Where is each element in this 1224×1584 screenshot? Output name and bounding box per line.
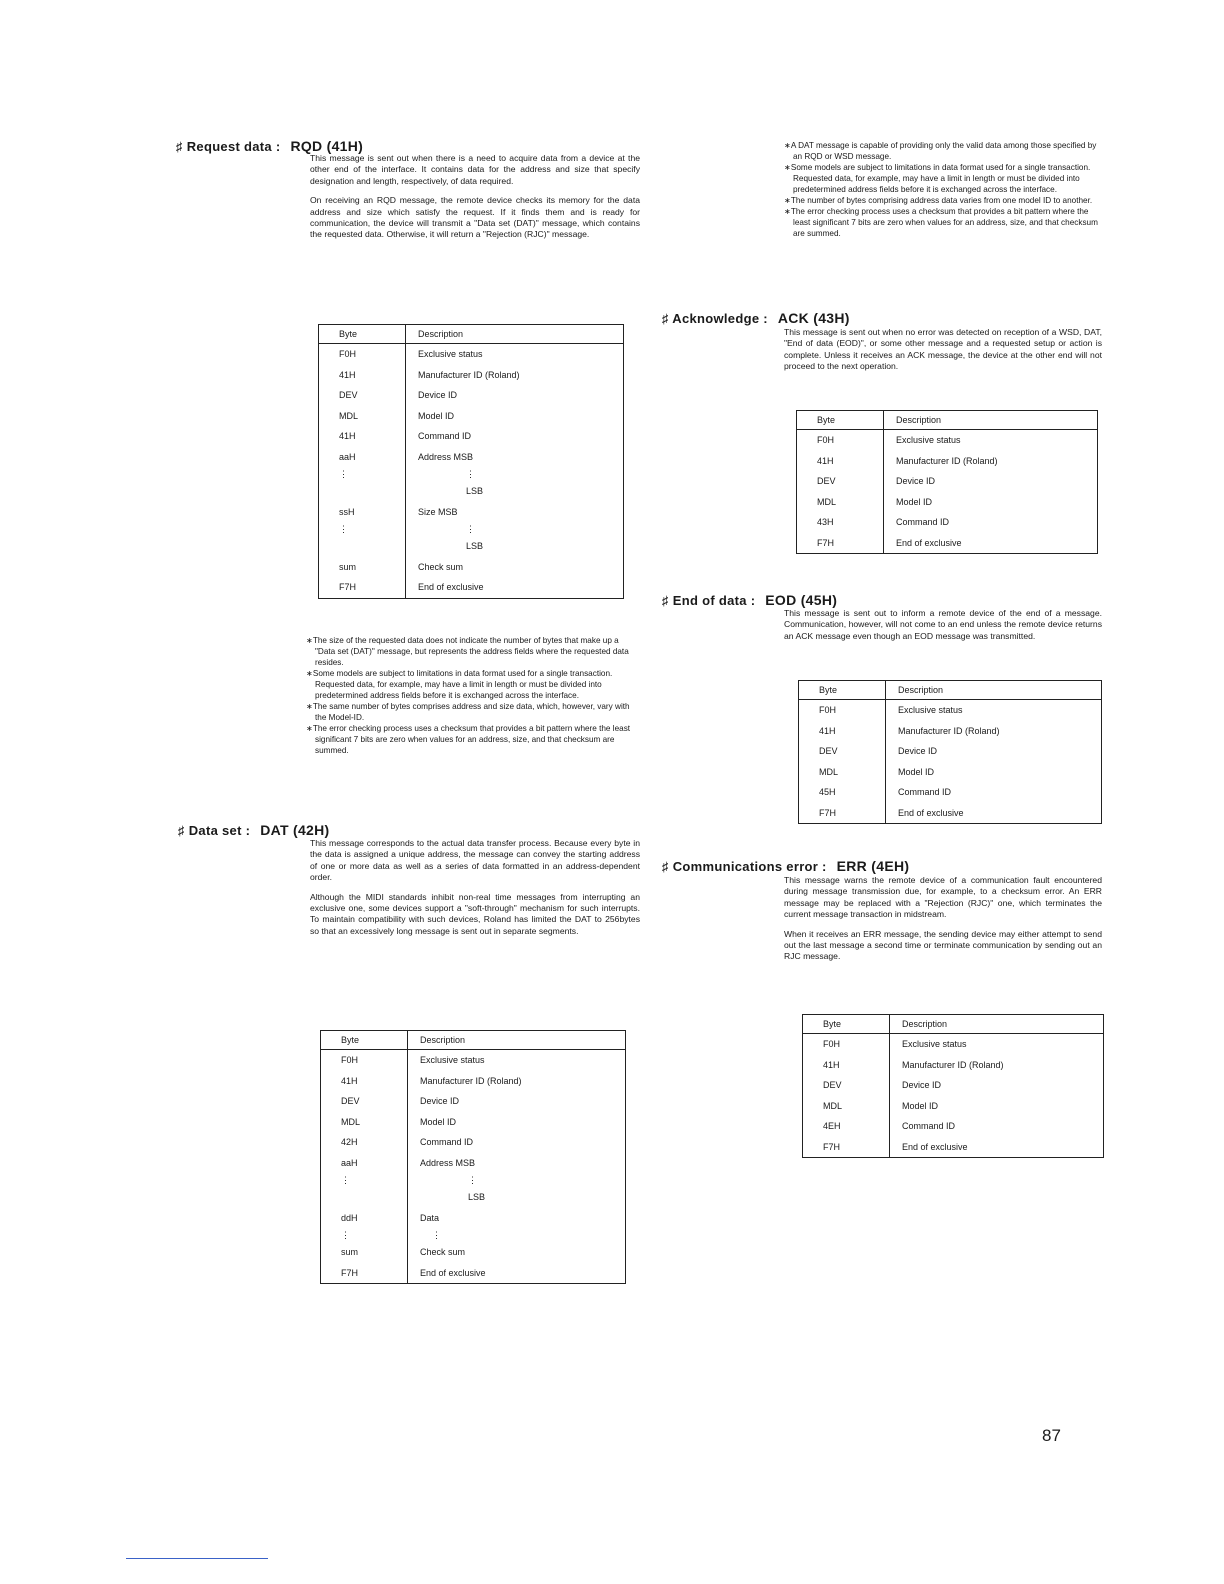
table-row <box>803 1055 1104 1076</box>
table-header-row <box>797 411 1098 430</box>
note-item: ∗The size of the requested data does not indicate the number of bytes that make up a "Data set (DAT)" message, but represents the address fields where the requested data resides. <box>306 636 629 667</box>
table-row <box>799 762 1102 783</box>
page-number: 87 <box>1042 1426 1061 1445</box>
byte-cell: F7H <box>321 1263 408 1284</box>
description-cell: ⋮ <box>466 523 475 534</box>
description-cell: End of exclusive <box>898 807 964 818</box>
section-marker: ♯ <box>662 859 669 874</box>
note-item: ∗The same number of bytes comprises address and size data, which, however, vary with the Model-ID. <box>306 702 630 722</box>
description-cell: Size MSB <box>418 506 458 517</box>
column-header-description: Description <box>884 411 1098 430</box>
note-item: ∗The error checking process uses a checksum that provides a bit pattern where the least significant 7 bits are zero when values for an address, size, and that checksum are summed. <box>306 724 631 755</box>
byte-cell: F0H <box>319 344 406 365</box>
byte-cell: 41H <box>319 426 406 447</box>
byte-cell: F7H <box>803 1137 890 1158</box>
footer-rule <box>126 1558 268 1559</box>
table-row <box>803 1075 1104 1096</box>
heading-data-set <box>178 822 330 838</box>
paragraph: This message is sent out to inform a remote device of the end of a message. Communication, however, will not come to an end unless the remote device returns an ACK message even though an EOD message was transmitted. <box>784 608 1102 641</box>
table-row <box>803 1116 1104 1137</box>
note-item: ∗The error checking process uses a checksum that provides a bit pattern where the least significant 7 bits are zero when values for an address, size, and that checksum are summed. <box>784 207 1098 238</box>
byte-cell: sum <box>321 1242 408 1263</box>
table-row <box>799 700 1102 721</box>
table-header-row <box>319 325 624 344</box>
table-row <box>797 512 1098 533</box>
table-row <box>319 385 624 406</box>
section-marker: ♯ <box>662 311 669 326</box>
table-row <box>321 1091 626 1112</box>
description-cell: Manufacturer ID (Roland) <box>420 1075 522 1086</box>
table-row <box>319 447 624 468</box>
section-code: ACK (43H) <box>777 310 850 326</box>
byte-cell: MDL <box>799 762 886 783</box>
table-row <box>321 1132 626 1153</box>
section-code: ERR (4EH) <box>836 858 910 874</box>
description-cell: Model ID <box>896 496 933 507</box>
byte-cell: DEV <box>803 1075 890 1096</box>
byte-cell: F0H <box>797 430 884 451</box>
description-cell: Exclusive status <box>418 349 483 360</box>
description-cell: Manufacturer ID (Roland) <box>418 369 520 380</box>
note-item: ∗Some models are subject to limitations in data format used for a single transaction. Requested data, for example, may have a limit in length or must be divided into predetermined address fields before it is exchanged across the interface. <box>784 163 1091 194</box>
section-marker: ♯ <box>178 823 185 838</box>
byte-cell: ddH <box>321 1208 408 1229</box>
byte-cell: 45H <box>799 782 886 803</box>
table-row <box>797 492 1098 513</box>
table-row <box>319 522 624 536</box>
table-row <box>319 577 624 598</box>
byte-cell: aaH <box>321 1153 408 1174</box>
section-code: DAT (42H) <box>260 822 330 838</box>
section-marker: ♯ <box>662 593 669 608</box>
dat-notes <box>784 140 1104 239</box>
section-code: EOD (45H) <box>765 592 838 608</box>
dataset-byte-table <box>320 1030 626 1284</box>
table-row <box>797 533 1098 554</box>
paragraph: On receiving an RQD message, the remote device checks its memory for the data address and size which satisfy the request. If it finds them and is ready for communication, the device will transmit a "Data set (DAT)" message, which contains the requested data. Otherwise, it will return a "Rejection (RJC)" message. <box>310 195 640 240</box>
table-row <box>321 1208 626 1229</box>
table-row <box>319 481 624 502</box>
section-title: End of data : <box>672 593 756 608</box>
err-byte-table <box>802 1014 1104 1158</box>
note-item: ∗The number of bytes comprising address data varies from one model ID to another. <box>784 196 1093 205</box>
byte-cell: 41H <box>797 451 884 472</box>
description-cell: Device ID <box>898 746 938 757</box>
byte-cell: ⋮ <box>321 1173 408 1187</box>
description-cell: Model ID <box>420 1116 457 1127</box>
description-cell: Device ID <box>420 1096 460 1107</box>
description-cell: End of exclusive <box>418 582 484 593</box>
eod-byte-table <box>798 680 1102 824</box>
description-cell: Address MSB <box>418 451 474 462</box>
section-title: Communications error : <box>672 859 827 874</box>
description-cell: Command ID <box>420 1137 474 1148</box>
description-cell: Model ID <box>898 766 935 777</box>
description-cell: Exclusive status <box>420 1055 485 1066</box>
column-header-byte: Byte <box>321 1031 408 1050</box>
table-header-row <box>803 1015 1104 1034</box>
table-row <box>803 1096 1104 1117</box>
table-row <box>319 557 624 578</box>
byte-cell: ⋮ <box>319 522 406 536</box>
byte-cell: sum <box>319 557 406 578</box>
description-cell: Command ID <box>418 431 472 442</box>
byte-cell <box>319 536 406 557</box>
description-cell: Address MSB <box>420 1157 476 1168</box>
table-row <box>319 502 624 523</box>
description-cell: End of exclusive <box>896 537 962 548</box>
byte-cell <box>321 1187 408 1208</box>
column-header-description: Description <box>406 325 624 344</box>
table-row <box>799 721 1102 742</box>
table-row <box>319 536 624 557</box>
byte-cell: DEV <box>797 471 884 492</box>
column-header-byte: Byte <box>803 1015 890 1034</box>
section-title: Data set : <box>188 823 251 838</box>
description-cell: Device ID <box>418 390 458 401</box>
table-header-row <box>321 1031 626 1050</box>
err-paragraphs <box>784 875 1102 963</box>
table-row <box>321 1071 626 1092</box>
byte-cell: F0H <box>799 700 886 721</box>
table-row <box>319 426 624 447</box>
heading-end-of-data <box>662 592 837 608</box>
byte-cell: 4EH <box>803 1116 890 1137</box>
description-cell: Check sum <box>418 561 464 572</box>
byte-cell: 43H <box>797 512 884 533</box>
byte-cell: ⋮ <box>321 1228 408 1242</box>
byte-cell <box>319 481 406 502</box>
table-row <box>321 1228 626 1242</box>
byte-cell: F7H <box>797 533 884 554</box>
byte-cell: MDL <box>321 1112 408 1133</box>
section-title: Acknowledge : <box>672 311 768 326</box>
description-cell: LSB <box>468 1192 486 1203</box>
description-cell: Model ID <box>418 410 455 421</box>
paragraph: This message is sent out when there is a need to acquire data from a device at the other end of the interface. It contains data for the address and size that specify designation and length, respectively, of data required. <box>310 153 640 186</box>
description-cell: Data <box>420 1212 440 1223</box>
paragraph: Although the MIDI standards inhibit non-real time messages from interrupting an exclusive one, some devices support a "soft-through" mechanism for such interrupts. To maintain compatibility with such devices, Roland has limited the DAT to 256bytes so that an excessively long message is sent out in separate segments. <box>310 891 640 936</box>
table-row <box>797 430 1098 451</box>
byte-cell: DEV <box>319 385 406 406</box>
table-header-row <box>799 681 1102 700</box>
table-row <box>797 451 1098 472</box>
section-title: Request data : <box>186 139 281 154</box>
table-row <box>319 467 624 481</box>
eod-paragraph <box>784 608 1102 642</box>
table-row <box>799 741 1102 762</box>
byte-cell: MDL <box>803 1096 890 1117</box>
byte-cell: aaH <box>319 447 406 468</box>
table-row <box>321 1242 626 1263</box>
table-row <box>321 1263 626 1284</box>
dataset-paragraphs <box>310 838 640 937</box>
table-row <box>803 1034 1104 1055</box>
request-byte-table <box>318 324 624 599</box>
paragraph: When it receives an ERR message, the sending device may either attempt to send out the last message a second time or terminate communication by sending out an RJC message. <box>784 928 1102 962</box>
byte-cell: 41H <box>799 721 886 742</box>
description-cell: LSB <box>466 486 484 497</box>
byte-cell: F0H <box>321 1050 408 1071</box>
ack-paragraph <box>784 327 1102 373</box>
byte-cell: 42H <box>321 1132 408 1153</box>
description-cell: Device ID <box>902 1080 942 1091</box>
description-cell: ⋮ <box>432 1229 441 1240</box>
table-row <box>319 365 624 386</box>
byte-cell: 41H <box>803 1055 890 1076</box>
request-notes <box>306 635 638 756</box>
note-item: ∗Some models are subject to limitations in data format used for a single transaction. Requested data, for example, may have a limit in length or must be divided into predetermined address fields before it is exchanged across the interface. <box>306 669 613 700</box>
description-cell: ⋮ <box>468 1174 477 1185</box>
request-paragraphs <box>310 153 640 241</box>
table-row <box>321 1173 626 1187</box>
heading-acknowledge <box>662 310 850 326</box>
byte-cell: F0H <box>803 1034 890 1055</box>
description-cell: ⋮ <box>466 468 475 479</box>
byte-cell: MDL <box>319 406 406 427</box>
description-cell: Exclusive status <box>898 705 963 716</box>
byte-cell: F7H <box>319 577 406 598</box>
description-cell: End of exclusive <box>420 1267 486 1278</box>
note-item: ∗A DAT message is capable of providing only the valid data among those specified by an RQD or WSD message. <box>784 141 1097 161</box>
description-cell: Manufacturer ID (Roland) <box>902 1059 1004 1070</box>
byte-cell: ssH <box>319 502 406 523</box>
column-header-description: Description <box>886 681 1102 700</box>
description-cell: Device ID <box>896 476 936 487</box>
table-row <box>803 1137 1104 1158</box>
table-row <box>319 344 624 365</box>
description-cell: End of exclusive <box>902 1141 968 1152</box>
table-row <box>321 1050 626 1071</box>
section-code: RQD (41H) <box>290 138 364 154</box>
heading-communications-error <box>662 858 909 874</box>
description-cell: Model ID <box>902 1100 939 1111</box>
table-row <box>797 471 1098 492</box>
table-row <box>319 406 624 427</box>
column-header-description: Description <box>890 1015 1104 1034</box>
ack-byte-table <box>796 410 1098 554</box>
byte-cell: ⋮ <box>319 467 406 481</box>
description-cell: Manufacturer ID (Roland) <box>896 455 998 466</box>
description-cell: LSB <box>466 541 484 552</box>
table-row <box>321 1153 626 1174</box>
column-header-description: Description <box>408 1031 626 1050</box>
byte-cell: 41H <box>321 1071 408 1092</box>
description-cell: Command ID <box>902 1121 956 1132</box>
table-row <box>321 1187 626 1208</box>
column-header-byte: Byte <box>799 681 886 700</box>
column-header-byte: Byte <box>797 411 884 430</box>
byte-cell: F7H <box>799 803 886 824</box>
description-cell: Exclusive status <box>902 1039 967 1050</box>
column-header-byte: Byte <box>319 325 406 344</box>
byte-cell: DEV <box>799 741 886 762</box>
paragraph: This message warns the remote device of a communication fault encountered during message transmission due, for example, to a checksum error. An ERR message may be replaced with a "Rejection (RJC)" one, which terminates the current message transaction in midstream. <box>784 875 1102 920</box>
heading-request-data <box>176 138 363 154</box>
paragraph: This message is sent out when no error was detected on reception of a WSD, DAT, "End of data (EOD)", or some other message and a requested setup or action is complete. Unless it receives an ACK message, the device at the other end will not proceed to the next operation. <box>784 327 1102 372</box>
paragraph: This message corresponds to the actual data transfer process. Because every byte in the data is assigned a unique address, the message can convey the starting address of one or more data as well as a series of data formatted in an address-dependent order. <box>310 838 640 883</box>
description-cell: Command ID <box>896 517 950 528</box>
table-row <box>799 803 1102 824</box>
byte-cell: 41H <box>319 365 406 386</box>
description-cell: Exclusive status <box>896 435 961 446</box>
description-cell: Check sum <box>420 1247 466 1258</box>
section-marker: ♯ <box>176 139 183 154</box>
description-cell: Manufacturer ID (Roland) <box>898 725 1000 736</box>
byte-cell: DEV <box>321 1091 408 1112</box>
description-cell: Command ID <box>898 787 952 798</box>
table-row <box>799 782 1102 803</box>
byte-cell: MDL <box>797 492 884 513</box>
table-row <box>321 1112 626 1133</box>
